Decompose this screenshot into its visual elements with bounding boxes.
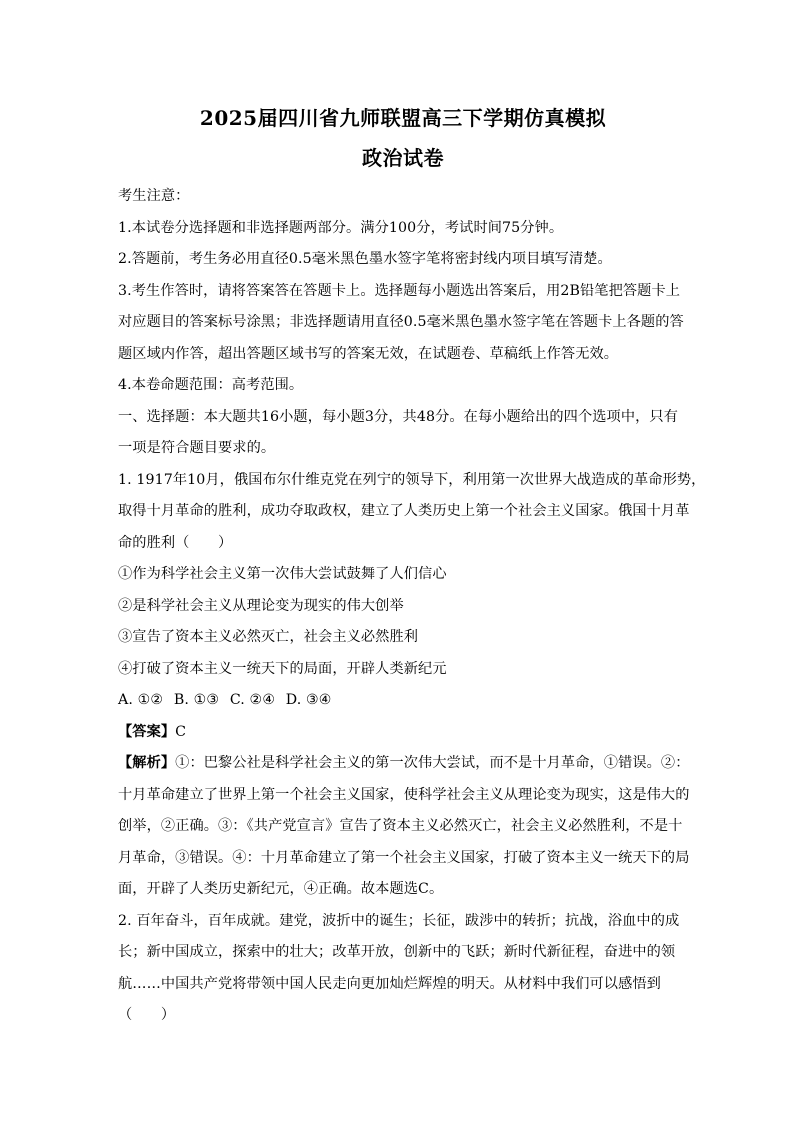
option-b: B. ①③: [173, 692, 220, 708]
question-1-statement: ①作为科学社会主义第一次伟大尝试鼓舞了人们信心: [118, 566, 447, 582]
question-1-analysis: 十月革命建立了世界上第一个社会主义国家，使科学社会主义从理论变为现实，这是伟大的: [118, 786, 690, 803]
option-a: A. ①②: [118, 692, 164, 708]
analysis-label: 【解析】: [118, 755, 176, 771]
option-d: D. ③④: [285, 692, 332, 708]
document-subtitle: 政治试卷: [362, 146, 444, 170]
question-2-stem: 航……中国共产党将带领中国人民走向更加灿烂辉煌的明天。从材料中我们可以感悟到: [118, 975, 661, 992]
question-1-stem: 命的胜利（ ）: [118, 534, 233, 551]
question-1-analysis: 月革命，③错误。④：十月革命建立了第一个社会主义国家，打破了资本主义一统天下的局: [118, 849, 690, 866]
question-1-statement: ③宣告了资本主义必然灭亡，社会主义必然胜利: [118, 629, 419, 645]
notice-line: 2.答题前，考生务必用直径0.5毫米黑色墨水签字笔将密封线内项目填写清楚。: [118, 251, 612, 267]
notice-line: 3.考生作答时，请将答案答在答题卡上。选择题每小题选出答案后，用2B铅笔把答题卡上: [118, 282, 681, 299]
question-1-statement: ④打破了资本主义一统天下的局面，开辟人类新纪元: [118, 660, 447, 677]
question-1-analysis: 面，开辟了人类历史新纪元，④正确。故本题选C。: [118, 881, 444, 897]
answer-label: 【答案】: [118, 723, 176, 740]
question-1-answer: [118, 717, 688, 749]
question-1-stem: 1. 1917年10月，俄国布尔什维克党在列宁的领导下，利用第一次世界大战造成的革命形势，: [118, 471, 706, 488]
question-1-analysis: 创举，②正确。③：《共产党宣言》宣告了资本主义必然灭亡，社会主义必然胜利，不是十: [118, 818, 683, 834]
notice-line: 4.本卷命题范围：高考范围。: [118, 377, 304, 393]
notice-line: 题区域内作答，超出答题区域书写的答案无效，在试题卷、草稿纸上作答无效。: [118, 345, 619, 362]
question-1-options: [118, 685, 688, 717]
notice-line: 1.本试卷分选择题和非选择题两部分。满分100分，考试时间75分钟。: [118, 219, 564, 236]
question-1-analysis: [118, 748, 688, 780]
answer-value: C: [175, 723, 187, 740]
question-1-statement: ②是科学社会主义从理论变为现实的伟大创举: [118, 597, 404, 614]
section-heading: 一项是符合题目要求的。: [118, 440, 276, 456]
question-2-stem: 长；新中国成立，探索中的壮大；改革开放，创新中的飞跃；新时代新征程，奋进中的领: [118, 944, 676, 960]
question-1-stem: 取得十月革命的胜利，成功夺取政权，建立了人类历史上第一个社会主义国家。俄国十月革: [118, 503, 690, 519]
question-2-stem: 2. 百年奋斗，百年成就。建党，波折中的诞生；长征，跋涉中的转折；抗战，浴血中的成: [118, 912, 680, 929]
notice-heading: 考生注意：: [118, 188, 190, 204]
analysis-text: ①：巴黎公社是科学社会主义的第一次伟大尝试，而不是十月革命，①错误。②：: [175, 755, 690, 771]
question-2-stem: （ ）: [118, 1007, 176, 1023]
section-heading: 一、选择题：本大题共16小题，每小题3分，共48分。在每小题给出的四个选项中，只有: [118, 408, 678, 425]
notice-line: 对应题目的答案标号涂黑；非选择题请用直径0.5毫米黑色墨水签字笔在答题卡上各题的答: [118, 314, 684, 330]
document-title: 2025届四川省九师联盟高三下学期仿真模拟: [199, 106, 607, 130]
option-c: C. ②④: [229, 692, 276, 708]
